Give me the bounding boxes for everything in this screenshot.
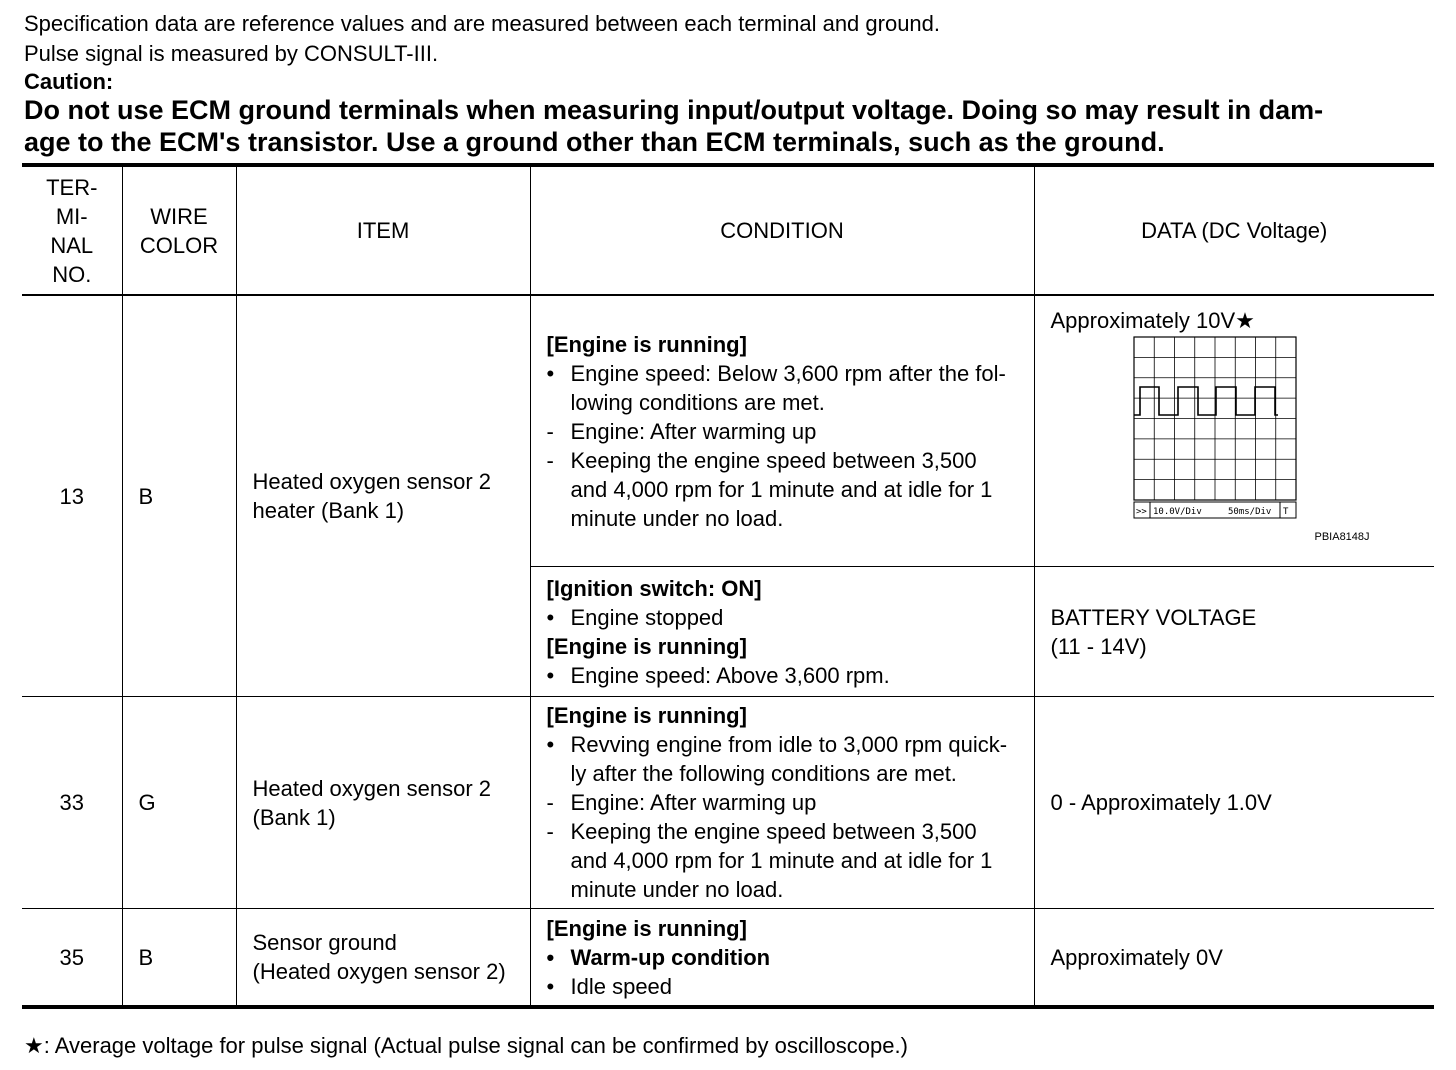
condition-bullet — [547, 730, 1030, 788]
condition-dash-item — [547, 817, 1030, 904]
condition-bullet: • Engine stopped — [547, 603, 1030, 632]
data-cell: Approximately 0V — [1034, 909, 1434, 1008]
condition-cell — [530, 567, 1034, 697]
table-row — [22, 295, 1434, 567]
caution-text-line-2: age to the ECM's transistor. Use a ground other than ECM terminals, such as the ground. — [24, 127, 1165, 157]
scope-left-marker: >> — [1135, 507, 1147, 517]
header-condition: CONDITION — [530, 165, 1034, 295]
condition-bullet: • Warm-up condition — [547, 943, 1030, 972]
condition-heading: [Engine is running] — [546, 633, 747, 659]
pulse-data-block — [1051, 296, 1435, 566]
item-cell — [236, 295, 530, 697]
table-row — [22, 697, 1434, 909]
condition-line: • Revving engine from idle to 3,000 rpm quick- — [570, 732, 1008, 757]
data-cell — [1034, 567, 1434, 697]
scope-time-div-label: 50ms/Div — [1227, 507, 1271, 517]
item-line: Heated oxygen sensor 2 — [252, 775, 491, 801]
table-header-row — [22, 165, 1434, 295]
table-row — [22, 909, 1434, 1008]
condition-dash-item — [547, 788, 1030, 817]
data-value: Approximately 10V★ — [1050, 308, 1255, 333]
condition-line: - Keeping the engine speed between 3,500 — [570, 819, 977, 844]
header-item: ITEM — [236, 165, 530, 295]
oscilloscope-waveform-figure — [1116, 337, 1286, 519]
condition-bullet — [547, 359, 1030, 417]
condition-line: minute under no load. — [570, 505, 784, 531]
condition-dash-item — [547, 417, 1030, 446]
terminal-spec-table — [22, 163, 1434, 1009]
data-cell — [1034, 295, 1434, 567]
condition-line: and 4,000 rpm for 1 minute and at idle for 1 — [570, 476, 993, 502]
data-cell: 0 - Approximately 1.0V — [1034, 697, 1434, 909]
item-line: Heated oxygen sensor 2 — [252, 469, 491, 494]
condition-line: - Engine: After warming up — [570, 418, 817, 444]
condition-line: ly after the following conditions are met. — [570, 761, 957, 786]
item-line: (Bank 1) — [252, 804, 336, 830]
terminal-no-cell: 35 — [22, 909, 122, 1008]
condition-bullet: • Idle speed — [547, 972, 1030, 1001]
header-terminal-line: NO. — [52, 261, 92, 287]
header-wire-color — [122, 165, 236, 295]
condition-cell — [530, 909, 1034, 1008]
condition-heading: [Ignition switch: ON] — [546, 575, 762, 601]
condition-heading: [Engine is running] — [546, 703, 747, 728]
header-wire-line: COLOR — [139, 232, 219, 258]
condition-cell — [530, 295, 1034, 567]
wire-color-cell: B — [122, 909, 236, 1008]
item-line: (Heated oxygen sensor 2) — [252, 959, 506, 984]
footnote: ★: Average voltage for pulse signal (Actual pulse signal can be confirmed by oscilloscope.) — [24, 1033, 908, 1058]
header-data: DATA (DC Voltage) — [1034, 165, 1434, 295]
condition-line: minute under no load. — [570, 877, 784, 902]
header-terminal-line: TER- — [46, 174, 98, 200]
item-cell — [236, 909, 530, 1008]
pulse-waveform — [1134, 387, 1278, 415]
condition-line: - Keeping the engine speed between 3,500 — [570, 447, 977, 473]
condition-cell — [530, 697, 1034, 909]
condition-dash-item — [547, 446, 1030, 533]
item-line: heater (Bank 1) — [252, 498, 405, 523]
header-wire-line: WIRE — [150, 203, 208, 229]
terminal-no-cell: 13 — [59, 483, 84, 509]
header-terminal-no — [22, 165, 122, 295]
header-terminal-line: NAL — [50, 232, 94, 258]
condition-line: lowing conditions are met. — [570, 389, 825, 415]
condition-line: - Engine: After warming up — [570, 790, 817, 815]
data-value: (11 - 14V) — [1050, 633, 1147, 659]
scope-trigger-marker: T — [1282, 507, 1288, 517]
condition-heading: [Engine is running] — [546, 915, 747, 941]
condition-line: • Engine speed: Below 3,600 rpm after the fol- — [570, 360, 1006, 386]
condition-line: and 4,000 rpm for 1 minute and at idle for 1 — [570, 848, 993, 873]
wire-color-cell: G — [122, 697, 236, 909]
wire-color-cell: B — [122, 295, 236, 697]
item-cell — [236, 697, 530, 909]
caution-label: Caution: — [24, 69, 114, 94]
terminal-no-cell: 33 — [22, 697, 122, 909]
data-value: BATTERY VOLTAGE — [1050, 604, 1257, 630]
condition-bullet: • Engine speed: Above 3,600 rpm. — [547, 661, 1030, 690]
header-terminal-line: MI- — [55, 203, 88, 229]
scope-volt-div-label: 10.0V/Div — [1152, 507, 1202, 517]
condition-heading: [Engine is running] — [546, 331, 747, 357]
caution-text-line-1: Do not use ECM ground terminals when measuring input/output voltage. Doing so may result in dam- — [24, 95, 1324, 125]
figure-code: PBIA8148J — [1314, 531, 1370, 543]
item-line: Sensor ground — [252, 930, 397, 955]
intro-reference-note: Specification data are reference values and are measured between each terminal and ground. — [24, 11, 941, 36]
intro-pulse-note: Pulse signal is measured by CONSULT-III. — [24, 41, 439, 66]
